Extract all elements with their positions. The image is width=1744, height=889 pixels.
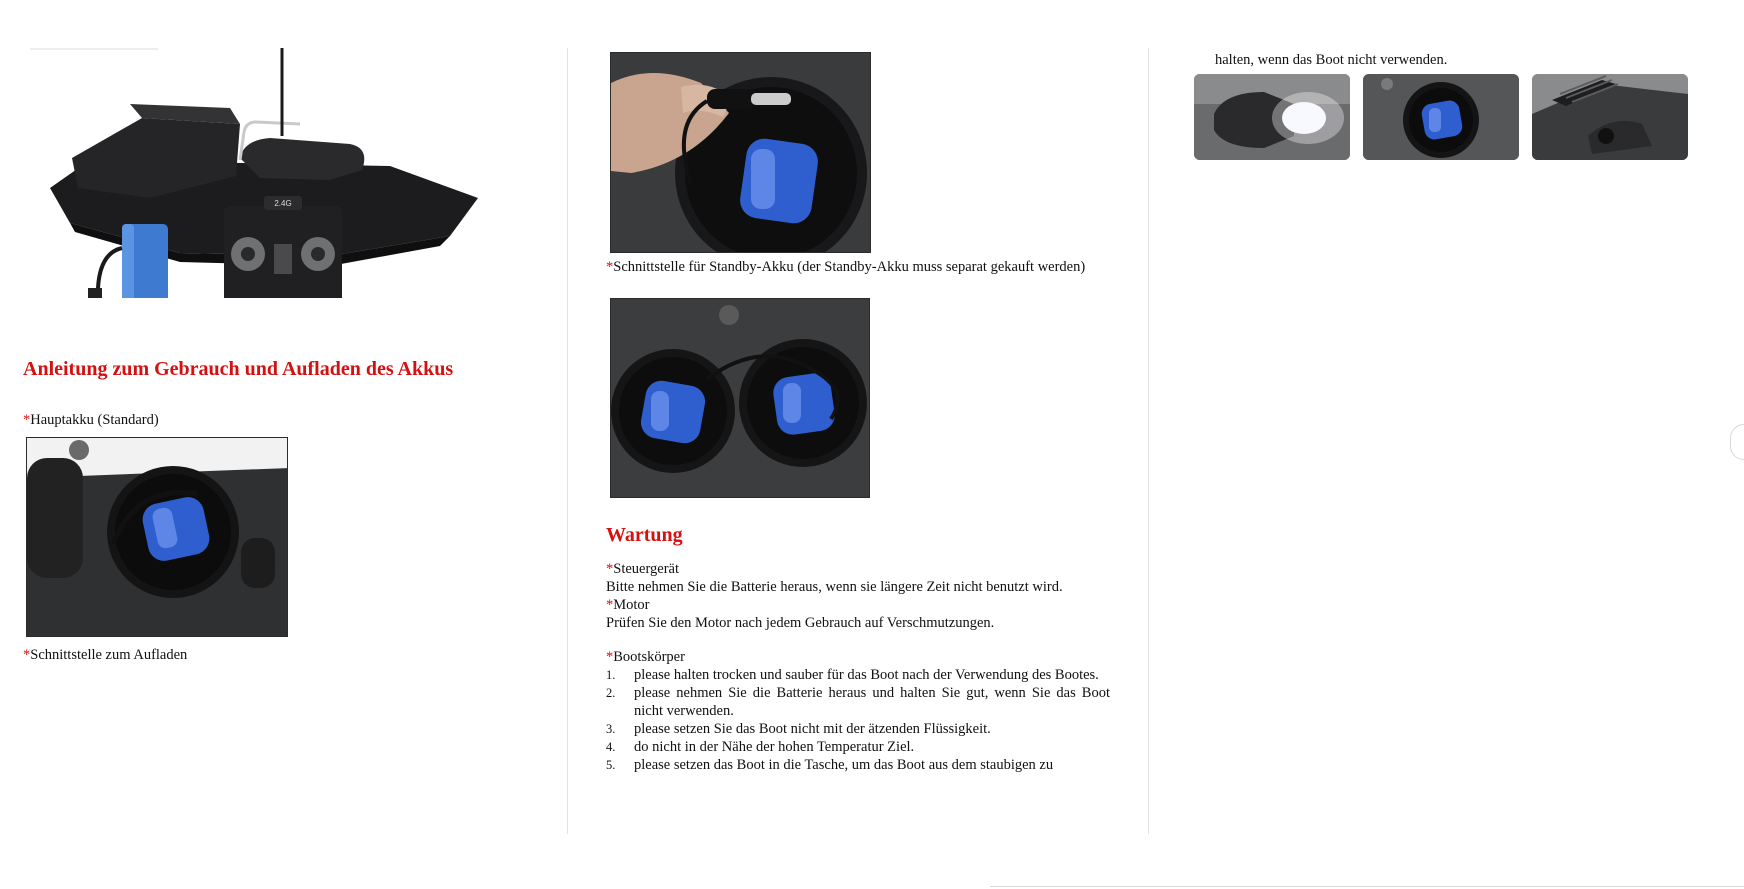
side-scroll-handle[interactable]	[1730, 424, 1744, 460]
motor-label: Motor	[613, 597, 650, 613]
remote-label: 2.4G	[274, 199, 292, 208]
led-light-photo	[1194, 74, 1350, 160]
product-photo	[30, 48, 490, 298]
controller-heading	[606, 560, 1110, 578]
asterisk-marker: *	[23, 412, 31, 428]
column-divider	[1148, 48, 1149, 834]
column-divider	[567, 48, 568, 834]
asterisk-marker: *	[606, 561, 614, 577]
main-battery-label: Hauptakku (Standard)	[30, 412, 159, 428]
hull-heading	[606, 648, 1110, 666]
asterisk-marker: *	[606, 259, 614, 275]
standby-battery-photo	[610, 298, 870, 498]
section-title: Anleitung zum Gebrauch und Aufladen des Akkus	[23, 358, 454, 380]
battery-compartment-photo	[1363, 74, 1519, 160]
main-battery-caption	[23, 411, 543, 429]
maintenance-title: Wartung	[606, 524, 683, 546]
standby-caption	[606, 258, 1110, 276]
standby-connector-photo	[610, 52, 871, 253]
motor-vent-photo	[1532, 74, 1688, 160]
standby-label: Schnittstelle für Standby-Akku (der Standby-Akku muss separat gekauft werden)	[613, 259, 1086, 275]
continued-text: halten, wenn das Boot nicht verwenden.	[1215, 52, 1448, 68]
controller-label: Steuergerät	[613, 561, 680, 577]
bottom-edge-line	[990, 886, 1744, 887]
controller-text: Bitte nehmen Sie die Batterie heraus, wenn sie längere Zeit nicht benutzt wird.	[606, 579, 1063, 595]
maintenance-section	[606, 560, 1110, 774]
motor-text: Prüfen Sie den Motor nach jedem Gebrauch auf Verschmutzungen.	[606, 615, 995, 631]
list-item: 1. please halten trocken und sauber für das Boot nach der Verwendung des Bootes.	[606, 667, 1099, 683]
asterisk-marker: *	[606, 597, 614, 613]
list-item: 3. please setzen Sie das Boot nicht mit der ätzenden Flüssigkeit.	[606, 721, 991, 737]
asterisk-marker: *	[23, 647, 31, 663]
asterisk-marker: *	[606, 649, 614, 665]
motor-heading	[606, 596, 1110, 614]
list-item: 2. please nehmen Sie die Batterie heraus und halten Sie gut, wenn Sie das Boot nicht verwenden.	[606, 685, 1110, 719]
charging-port-caption	[23, 646, 543, 664]
main-battery-photo	[26, 437, 288, 637]
list-item: 5. please setzen das Boot in die Tasche, um das Boot aus dem staubigen zu	[606, 757, 1054, 773]
charging-port-label: Schnittstelle zum Aufladen	[30, 647, 188, 663]
hull-care-list	[606, 666, 1110, 774]
list-item: 4. do nicht in der Nähe der hohen Temperatur Ziel.	[606, 739, 915, 755]
hull-label: Bootskörper	[613, 649, 685, 665]
